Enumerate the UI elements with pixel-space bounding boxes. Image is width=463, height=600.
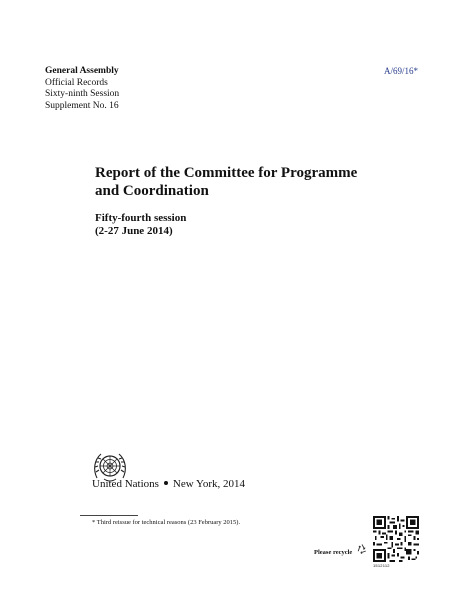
footnote-rule (80, 515, 138, 516)
supplement-number: Supplement No. 16 (45, 100, 119, 111)
recycle-icon (356, 543, 368, 555)
session-block (95, 212, 186, 238)
report-title (95, 164, 395, 200)
report-title-line2: and Coordination (95, 183, 209, 199)
session-name: Fifty-fourth session (95, 212, 187, 224)
qr-code-number: 1512112 (373, 563, 390, 568)
header-block (45, 66, 119, 112)
official-records: Official Records (45, 77, 108, 88)
publisher-line (92, 478, 245, 490)
footnote: * Third reissue for technical reasons (23 February 2015). (92, 519, 241, 526)
bullet-icon (164, 481, 168, 485)
qr-code (373, 516, 419, 562)
document-symbol: A/69/16* (383, 66, 418, 76)
session-dates: (2-27 June 2014) (95, 225, 173, 237)
recycle-label: Please recycle (314, 549, 353, 556)
report-title-line1: Report of the Committee for Programme (95, 165, 358, 181)
publisher-place-year: New York, 2014 (172, 478, 246, 490)
body-name: General Assembly (45, 66, 119, 76)
publisher-org: United Nations (92, 478, 159, 490)
session-number: Sixty-ninth Session (45, 89, 120, 99)
